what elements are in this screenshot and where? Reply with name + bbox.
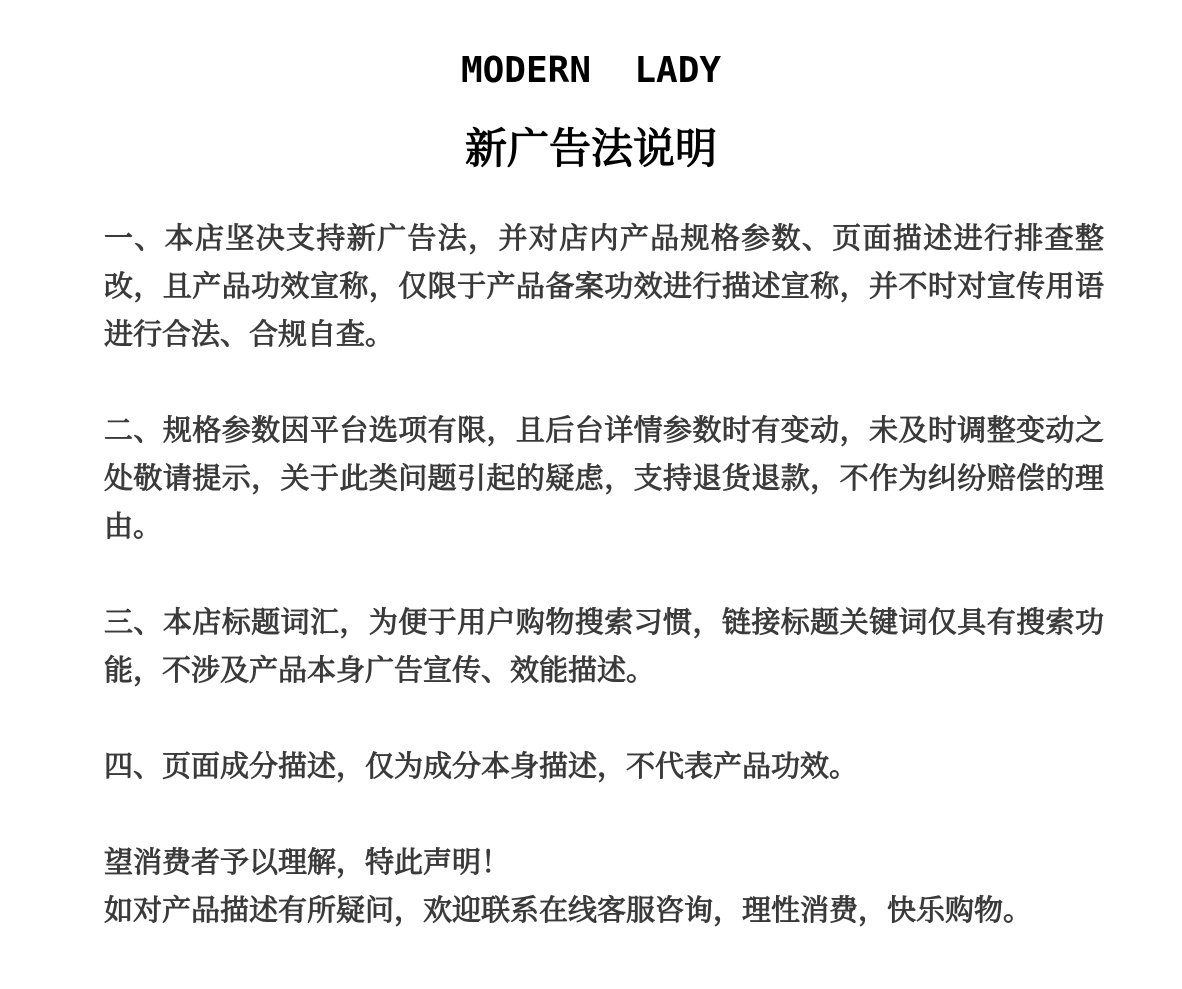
paragraph-3: 三、本店标题词汇，为便于用户购物搜索习惯，链接标题关键词仅具有搜索功能，不涉及产品本身广告宣传、效能描述。: [104, 605, 1104, 687]
statement-body: [104, 214, 1104, 934]
brand-name: MODERN LADY: [460, 50, 722, 91]
closing-statement: [104, 838, 1104, 934]
paragraph-1: 一、本店坚决支持新广告法，并对店内产品规格参数、页面描述进行排查整改，且产品功效宣称，仅限于产品备案功效进行描述宣称，并不时对宣传用语进行合法、合规自查。: [104, 221, 1104, 351]
paragraph-2: 二、规格参数因平台选项有限，且后台详情参数时有变动，未及时调整变动之处敬请提示，关于此类问题引起的疑虑，支持退货退款，不作为纠纷赔偿的理由。: [104, 413, 1104, 543]
closing-line-2: 如对产品描述有所疑问，欢迎联系在线客服咨询，理性消费，快乐购物。: [104, 893, 1033, 927]
paragraph-4: 四、页面成分描述，仅为成分本身描述，不代表产品功效。: [104, 749, 859, 783]
page-title: 新广告法说明: [464, 124, 717, 173]
closing-line-1: 望消费者予以理解，特此声明！: [104, 845, 511, 879]
